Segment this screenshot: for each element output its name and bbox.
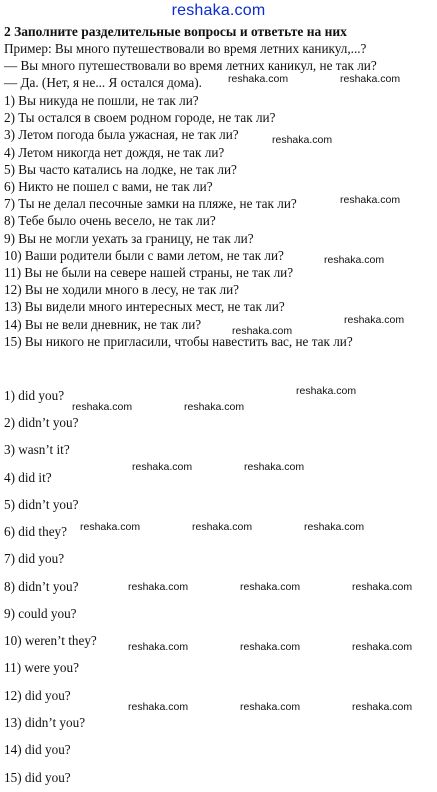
question-line: 5) Вы часто катались на лодке, не так ли? [4,162,237,177]
answer-line: 9) could you? [4,606,77,621]
question-line: 8) Тебе было очень весело, не так ли? [4,213,216,228]
watermark: reshaka.com [240,581,301,593]
watermark: reshaka.com [340,194,401,206]
example-line: — Да. (Нет, я не... Я остался дома). [4,75,202,90]
watermark: reshaka.com [240,641,301,653]
watermark: reshaka.com [192,521,253,533]
answer-line: 14) did you? [4,742,71,757]
watermark: reshaka.com [304,521,365,533]
question-line: 7) Ты не делал песочные замки на пляже, не так ли? [4,196,297,211]
watermark: reshaka.com [132,461,193,473]
watermark: reshaka.com [296,385,357,397]
answer-line: 7) did you? [4,551,65,566]
answer-line: 10) weren’t they? [4,633,97,648]
answer-line: 5) didn’t you? [4,497,79,512]
question-line: 3) Летом погода была ужасная, не так ли? [4,127,239,142]
watermark: reshaka.com [244,461,305,473]
question-line: 15) Вы никого не пригласили, чтобы навестить вас, не так ли? [4,334,353,349]
watermark: reshaka.com [340,73,401,85]
answer-line: 11) were you? [4,660,79,675]
watermark: reshaka.com [352,581,413,593]
question-line: 11) Вы не были на севере нашей страны, не так ли? [4,265,294,280]
site-header: reshaka.com [171,2,266,19]
answer-line: 4) did it? [4,470,52,485]
watermark: reshaka.com [184,401,245,413]
question-line: 1) Вы никуда не пошли, не так ли? [4,93,199,108]
question-line: 2) Ты остался в своем родном городе, не так ли? [4,110,276,125]
watermark: reshaka.com [80,521,141,533]
answer-line: 2) didn’t you? [4,415,79,430]
watermark: reshaka.com [128,581,189,593]
question-line: 4) Летом никогда нет дождя, не так ли? [4,145,225,160]
example-line: Пример: Вы много путешествовали во время летних каникул,...? [4,41,367,56]
answer-line: 8) didn’t you? [4,579,79,594]
answer-line: 6) did they? [4,524,67,539]
watermark: reshaka.com [352,701,413,713]
answer-line: 12) did you? [4,688,71,703]
question-line: 12) Вы не ходили много в лесу, не так ли? [4,282,240,297]
question-line: 14) Вы не вели дневник, не так ли? [4,317,202,332]
watermark: reshaka.com [128,701,189,713]
answer-line: 13) didn’t you? [4,715,86,730]
watermark: reshaka.com [352,641,413,653]
watermark: reshaka.com [128,641,189,653]
question-line: 13) Вы видели много интересных мест, не так ли? [4,299,285,314]
answer-line: 1) did you? [4,388,65,403]
question-line: 9) Вы не могли уехать за границу, не так ли? [4,231,254,246]
answer-line: 3) wasn’t it? [4,442,70,457]
watermark: reshaka.com [272,134,333,146]
example-line: — Вы много путешествовали во время летних каникул, не так ли? [4,58,377,73]
watermark: reshaka.com [344,314,405,326]
question-line: 10) Ваши родители были с вами летом, не так ли? [4,248,284,263]
answer-line: 15) did you? [4,770,71,785]
watermark: reshaka.com [232,325,293,337]
watermark: reshaka.com [72,401,133,413]
watermark: reshaka.com [228,73,289,85]
watermark: reshaka.com [324,254,385,266]
watermark: reshaka.com [240,701,301,713]
question-line: 6) Никто не пошел с вами, не так ли? [4,179,213,194]
task-title: 2 Заполните разделительные вопросы и ответьте на них [4,24,347,39]
